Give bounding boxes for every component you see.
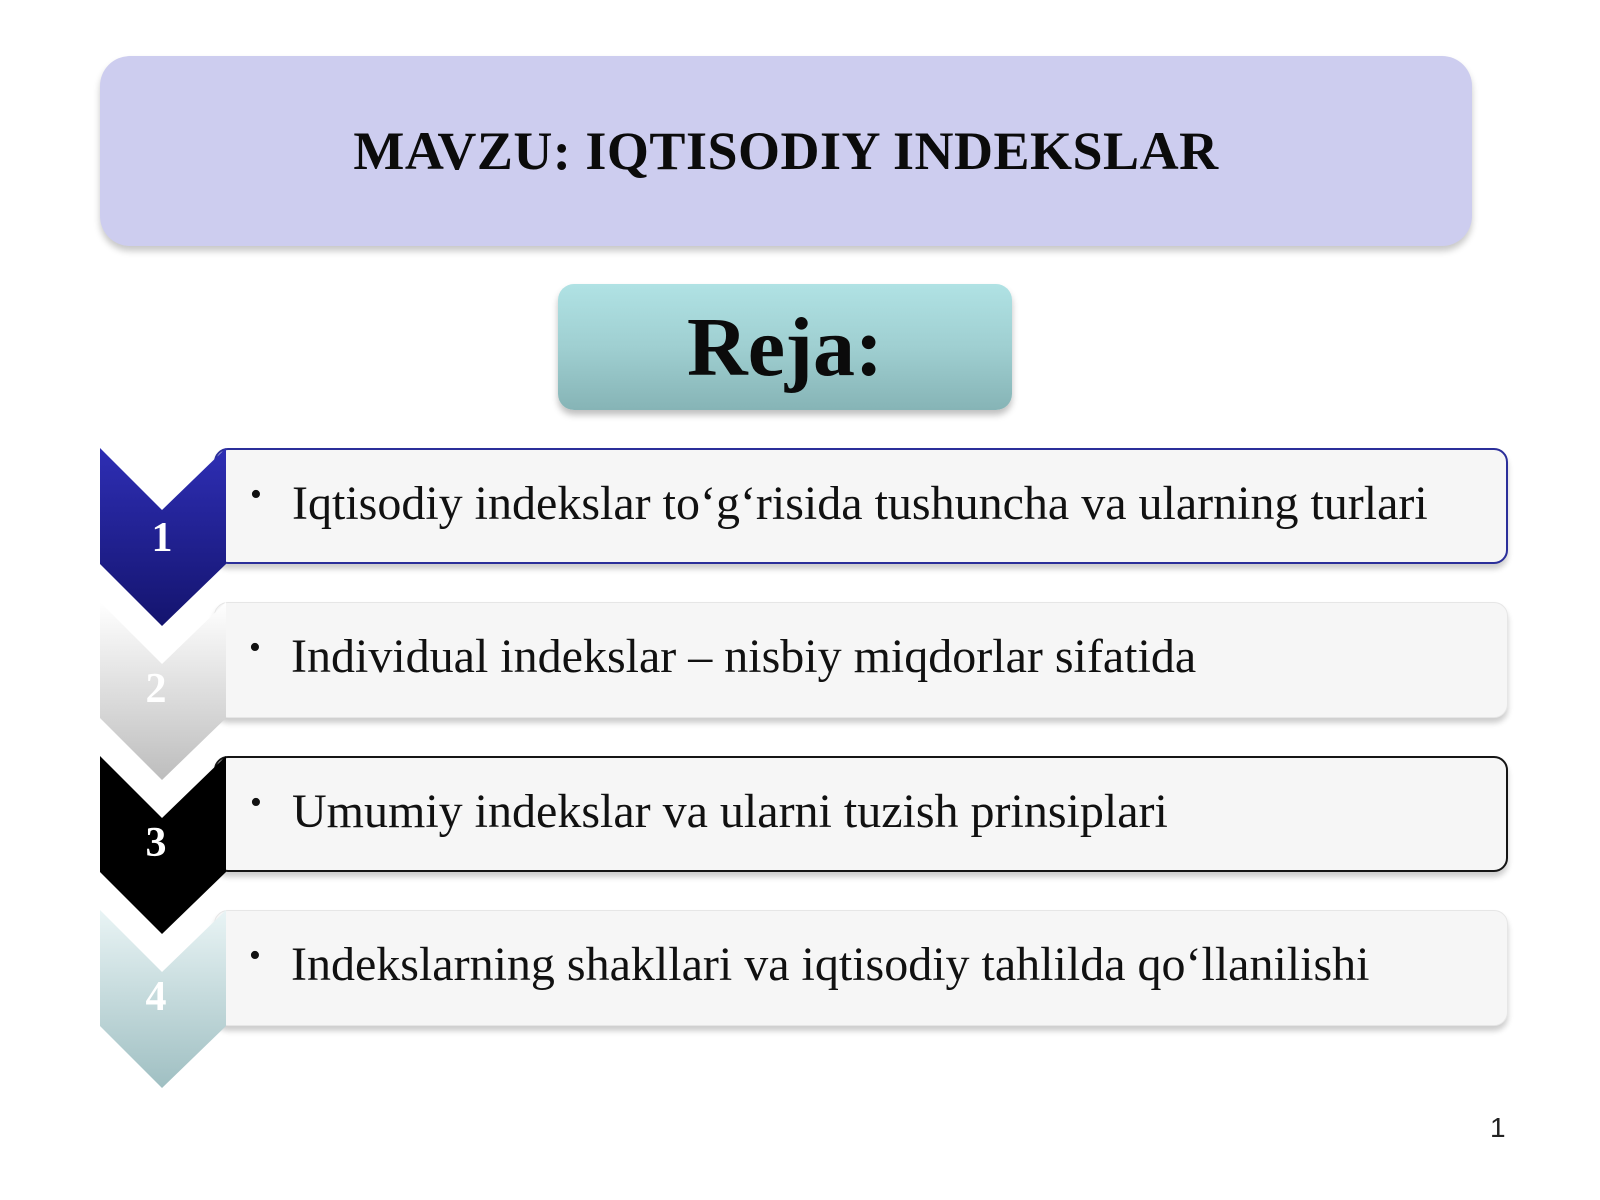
bullet-icon: • <box>249 629 261 666</box>
page-number: 1 <box>1490 1112 1506 1143</box>
plan-item-box <box>214 448 1508 564</box>
plan-item-box <box>214 756 1508 872</box>
plan-item-text: Iqtisodiy indekslar to‘g‘risida tushuncha va ularning turlari <box>292 477 1428 530</box>
step-number-4: 4 <box>145 974 167 1020</box>
plan-item-text: Indekslarning shakllari va iqtisodiy tahlilda qo‘llanilishi <box>291 938 1370 991</box>
slide-title-box <box>100 56 1472 246</box>
chevron-down-icon <box>100 910 230 1090</box>
bullet-icon: • <box>250 476 262 513</box>
chevron-down-icon <box>100 602 230 782</box>
plan-item-box <box>214 910 1508 1026</box>
step-number-1: 1 <box>151 515 173 561</box>
bullet-icon: • <box>250 784 262 821</box>
bullet-icon: • <box>249 937 261 974</box>
plan-heading: Reja: <box>687 300 883 394</box>
plan-item-text: Individual indekslar – nisbiy miqdorlar sifatida <box>291 630 1197 683</box>
step-number-3: 3 <box>145 820 167 866</box>
plan-item-4 <box>0 910 1600 1100</box>
plan-item-box <box>214 602 1508 718</box>
step-number-2: 2 <box>145 666 167 712</box>
plan-heading-box <box>558 284 1012 410</box>
chevron-down-icon <box>100 756 230 936</box>
slide-title: MAVZU: IQTISODIY INDEKSLAR <box>353 121 1219 181</box>
plan-item-text: Umumiy indekslar va ularni tuzish prinsiplari <box>292 785 1168 838</box>
chevron-down-icon <box>100 448 230 628</box>
